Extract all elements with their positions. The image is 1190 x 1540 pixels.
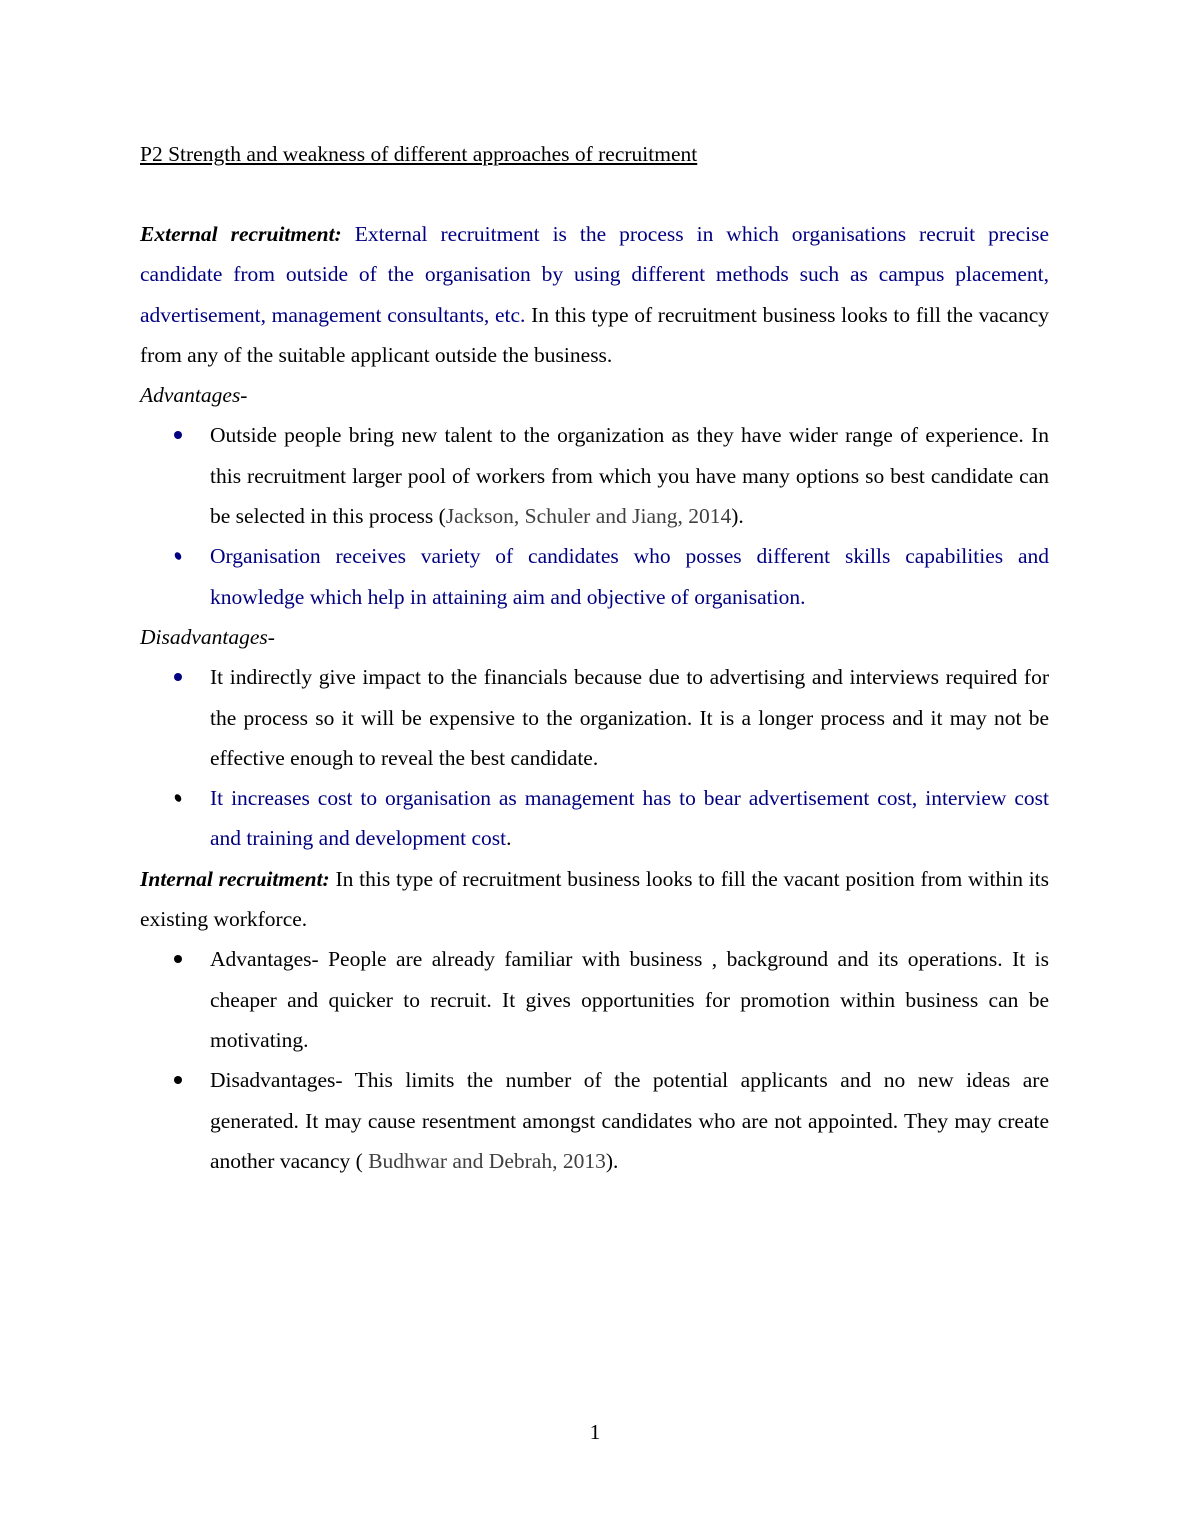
external-recruitment-paragraph (140, 214, 1049, 375)
advantage-text: Outside people bring new talent to the organization as they have wider range of experience. In this recruitment larger pool of workers from which you have many options so best candidate can be selected in this process ( (210, 423, 1049, 529)
list-item (140, 536, 1049, 617)
list-item (140, 657, 1049, 778)
internal-list (140, 939, 1049, 1181)
internal-disadvantages-text: Disadvantages- This limits the number of the potential applicants and no new ideas are generated. It may cause resentment amongst candidates who are not appointed. They may create another vacancy ( (210, 1068, 1049, 1173)
internal-recruitment-description: In this type of recruitment business looks to fill the vacant position from within its existing workforce. (140, 866, 1050, 932)
external-recruitment-description: In this type of recruitment business looks to fill the vacancy from any of the suitable applicant outside the business. (140, 302, 1049, 367)
internal-advantages-text: Advantages- People are already familiar with business , background and its operations. It is cheaper and quicker to recruit. It gives opportunities for promotion within business can be motivating. (210, 947, 1049, 1052)
citation-close: ). (605, 1148, 619, 1173)
bullet-icon (174, 955, 182, 963)
bullet-icon (173, 793, 182, 803)
citation-close: ). (731, 504, 744, 529)
section-heading: P2 Strength and weakness of different approaches of recruitment (140, 142, 698, 166)
external-recruitment-label: External recruitment: (140, 222, 342, 246)
external-disadvantages-list (140, 657, 1049, 858)
sentence-end: . (506, 826, 512, 851)
list-item (140, 1060, 1049, 1181)
advantages-label: Advantages- (140, 383, 248, 408)
bullet-icon (173, 551, 182, 561)
internal-recruitment-paragraph (140, 859, 1049, 940)
advantage-text: Organisation receives variety of candidates who posses different skills capabilities and knowledge which help in attaining aim and objective of organisation. (210, 544, 1049, 609)
bullet-icon (174, 673, 182, 681)
disadvantage-text: It increases cost to organisation as management has to bear advertisement cost, interview cost and training and development cost (210, 786, 1049, 851)
external-advantages-list (140, 415, 1049, 616)
internal-recruitment-label: Internal recruitment: (140, 866, 330, 891)
disadvantage-text: It indirectly give impact to the financials because due to advertising and interviews required for the process so it will be expensive to the organization. It is a longer process and it may not be effective enough to reveal the best candidate. (210, 665, 1049, 770)
list-item (140, 939, 1049, 1060)
list-item (140, 778, 1049, 859)
external-recruitment-definition: External recruitment is the process in which organisations recruit precise candidate from outside of the organisation by using different methods such as campus placement, advertisement, management consultants, etc. (140, 222, 1050, 327)
citation: Budhwar and Debrah, 2013 (362, 1148, 606, 1173)
document-body (140, 214, 1049, 1181)
disadvantages-label: Disadvantages- (140, 624, 275, 649)
list-item (140, 415, 1049, 536)
page-number: 1 (589, 1420, 601, 1444)
bullet-icon (174, 1076, 182, 1084)
bullet-icon (174, 431, 182, 439)
citation: Jackson, Schuler and Jiang, 2014 (445, 504, 732, 529)
